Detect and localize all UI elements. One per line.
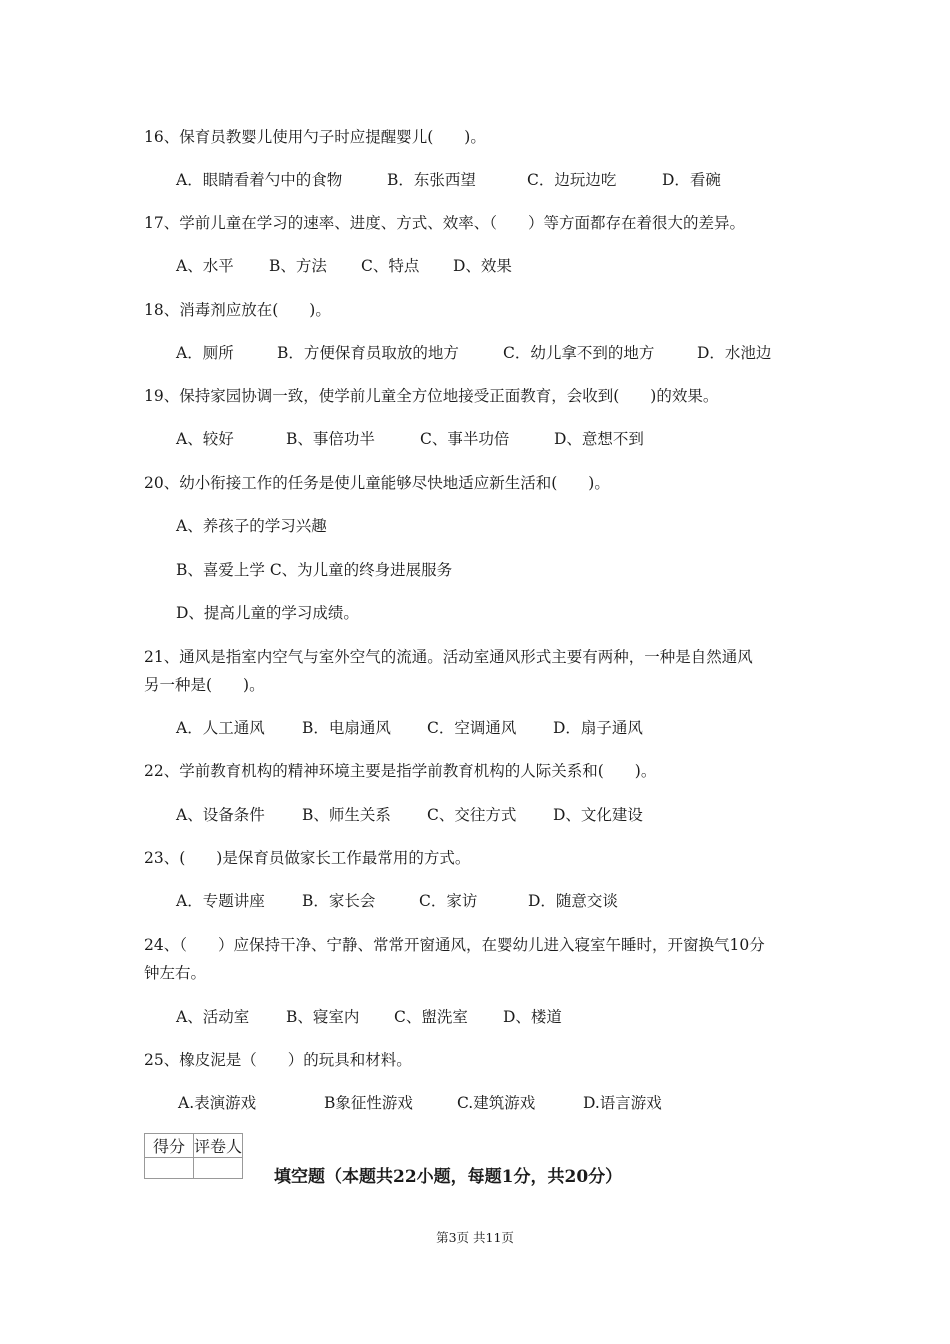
- question-20-option-line-2: B、喜爱上学 C、为儿童的终身进展服务: [176, 561, 453, 579]
- question-21-stem-line-1: 21、通风是指室内空气与室外空气的流通。活动室通风形式主要有两种，一种是自然通风: [144, 648, 753, 666]
- option-d: D．随意交谈: [528, 892, 618, 910]
- option-c: C．家访: [419, 892, 478, 910]
- option-d: D．扇子通风: [553, 719, 643, 737]
- option-b: B、师生关系: [302, 806, 391, 824]
- question-16-stem: 16、保育员教婴儿使用勺子时应提醒婴儿( )。: [144, 128, 486, 146]
- option-c: C、特点: [361, 257, 420, 275]
- option-b: B、寝室内: [286, 1008, 360, 1026]
- option-a: A、水平: [176, 257, 234, 275]
- option-a: A、设备条件: [176, 806, 265, 824]
- question-24-stem-line-2: 钟左右。: [144, 964, 207, 982]
- option-b: B．东张西望: [387, 171, 476, 189]
- option-b: B、方法: [269, 257, 327, 275]
- option-a: A、活动室: [176, 1008, 250, 1026]
- question-25-stem: 25、橡皮泥是（ ）的玩具和材料。: [144, 1051, 412, 1069]
- page-footer: 第3页 共11页: [436, 1230, 514, 1245]
- option-a: A.表演游戏: [178, 1094, 257, 1112]
- grader-cell: [194, 1158, 243, 1179]
- option-b: B．方便保育员取放的地方: [277, 344, 459, 362]
- option-d: D.语言游戏: [583, 1094, 662, 1112]
- option-c: C、事半功倍: [420, 430, 510, 448]
- option-c: C．边玩边吃: [527, 171, 617, 189]
- option-c: C．空调通风: [427, 719, 517, 737]
- option-c: C、盥洗室: [394, 1008, 468, 1026]
- question-20-option-line-3: D、提高儿童的学习成绩。: [176, 604, 359, 622]
- question-24-stem-line-1: 24、（ ）应保持干净、宁静、常常开窗通风，在婴幼儿进入寝室午睡时，开窗换气10分: [144, 936, 765, 954]
- question-18-stem: 18、消毒剂应放在( )。: [144, 301, 331, 319]
- option-d: D、意想不到: [554, 430, 644, 448]
- score-header: 得分: [145, 1134, 194, 1158]
- question-21-stem-line-2: 另一种是( )。: [144, 676, 265, 694]
- grader-header: 评卷人: [194, 1134, 243, 1158]
- option-c: C．幼儿拿不到的地方: [503, 344, 655, 362]
- option-a: A．厕所: [176, 344, 234, 362]
- question-23-stem: 23、( )是保育员做家长工作最常用的方式。: [144, 849, 471, 867]
- option-a: A．眼睛看着勺中的食物: [176, 171, 343, 189]
- question-19-stem: 19、保持家园协调一致，使学前儿童全方位地接受正面教育，会收到( )的效果。: [144, 387, 719, 405]
- score-table: [144, 1133, 243, 1179]
- question-20-option-line-1: A、养孩子的学习兴趣: [176, 517, 327, 535]
- option-b: B．电扇通风: [302, 719, 391, 737]
- option-b: B象征性游戏: [324, 1094, 413, 1112]
- option-d: D、楼道: [503, 1008, 562, 1026]
- option-a: A．专题讲座: [176, 892, 265, 910]
- option-d: D、效果: [453, 257, 512, 275]
- question-20-stem: 20、幼小衔接工作的任务是使儿童能够尽快地适应新生活和( )。: [144, 474, 610, 492]
- option-d: D、文化建设: [553, 806, 643, 824]
- option-b: B、事倍功半: [286, 430, 375, 448]
- question-17-stem: 17、学前儿童在学习的速率、进度、方式、效率、（ ）等方面都存在着很大的差异。: [144, 214, 745, 232]
- score-cell: [145, 1158, 194, 1179]
- option-d: D．水池边: [697, 344, 772, 362]
- question-22-stem: 22、学前教育机构的精神环境主要是指学前教育机构的人际关系和( )。: [144, 762, 657, 780]
- option-d: D．看碗: [662, 171, 721, 189]
- section-title: 填空题（本题共22小题，每题1分，共20分）: [274, 1167, 623, 1187]
- option-a: A．人工通风: [176, 719, 265, 737]
- option-b: B．家长会: [302, 892, 376, 910]
- option-c: C.建筑游戏: [457, 1094, 536, 1112]
- option-a: A、较好: [176, 430, 234, 448]
- option-c: C、交往方式: [427, 806, 517, 824]
